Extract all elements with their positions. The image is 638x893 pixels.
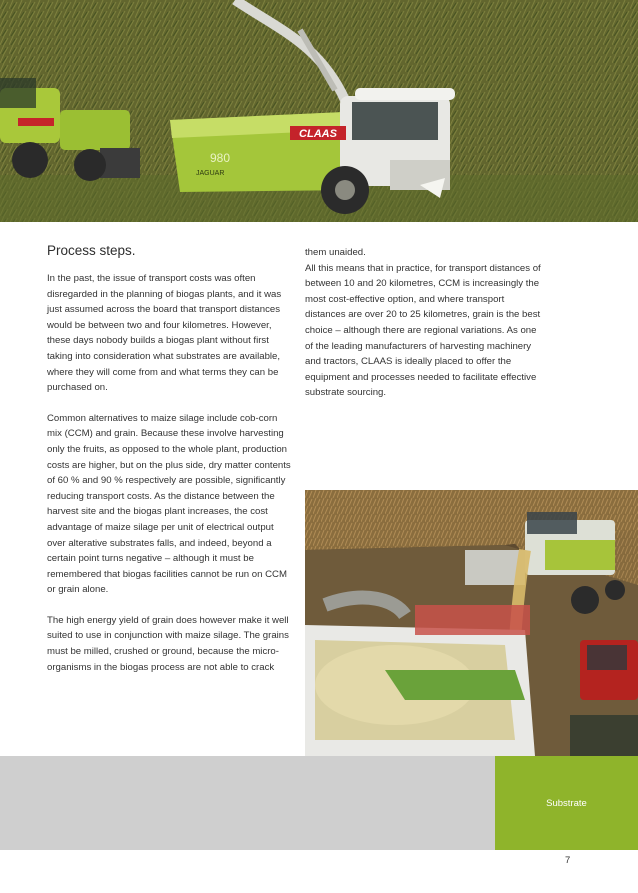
- paragraph: The high energy yield of grain does however make it well suited to use in conjunction with maize silage. The grains must be milled, crushed or ground, because the micro-organisms in the biogas process are not able to crack: [47, 614, 289, 673]
- paragraph: Common alternatives to maize silage include cob-corn mix (CCM) and grain. Because these involve harvesting only the fruits, as opposed to the whole plant, production costs are higher, but on the plus side, dry matter contents of 60 % and 90 % respectively are possible, significantly reducing transport costs. As the distance between the harvest site and the biogas plant increases, the cost advantage of maize silage per unit of electrical output over alterative substrates falls, and indeed, beyond a certain point turns negative – although it must be remembered that biogas facilities cannot be run on CCM or grain alone.: [47, 412, 291, 596]
- text-column-left: [47, 271, 293, 690]
- model-number-decal: 980: [210, 151, 231, 165]
- paragraph: them unaided. All this means that in practice, for transport distances of between 10 and 20 kilometres, CCM is increasingly the most cost-effective option, and where transport distances are over 20 to 25 kilometres, grain is the best choice – although there are regional variations. As one of the leading manufacturers of harvesting machinery and tractors, CLAAS is ideally placed to offer the equipment and processes needed to facilitate effective substrate sourcing.: [305, 247, 541, 399]
- photo-combine-unloading-grain: [305, 490, 638, 756]
- section-tab: [495, 756, 638, 850]
- claas-brand-decal: CLAAS: [299, 128, 337, 140]
- section-label: Substrate: [546, 798, 587, 809]
- page-number: 7: [565, 855, 571, 866]
- text-column-right: [305, 245, 545, 416]
- model-series-decal: JAGUAR: [196, 170, 225, 177]
- hero-photo-forage-harvester: [0, 0, 638, 222]
- maize-field-scene: [0, 0, 638, 222]
- grain-harvest-scene: [305, 490, 638, 756]
- page-heading: Process steps.: [47, 243, 136, 258]
- grain-trailer: [305, 605, 535, 756]
- paragraph: In the past, the issue of transport costs was often disregarded in the planning of biogas plants, and it was just assumed across the board that transport distances would be between two and four kilometres. However, these days nobody builds a biogas plant without first taking into consideration what substrates are available, where they will come from and what terms they can be purchased on.: [47, 273, 282, 394]
